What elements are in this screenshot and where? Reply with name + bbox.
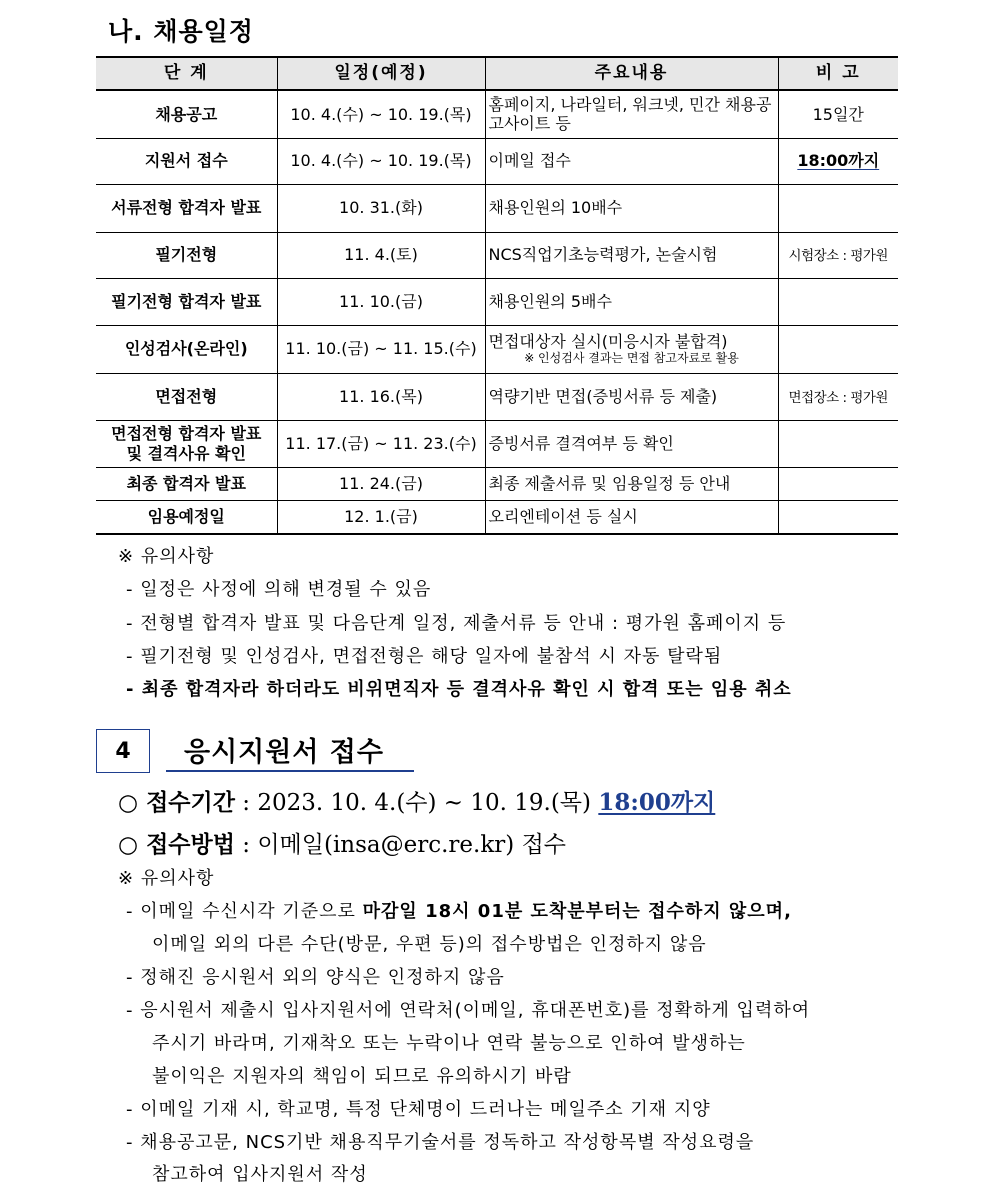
remark-cell: [778, 184, 898, 232]
remark-text: 면접장소 : 평가원: [788, 389, 888, 406]
table-header-row: [96, 57, 898, 90]
remark-cell: [778, 500, 898, 534]
table-row: [96, 373, 898, 420]
stage-cell: 필기전형: [96, 232, 277, 278]
date-cell: 11. 10.(금) ~ 11. 15.(수): [277, 325, 485, 373]
schedule-table: [96, 56, 898, 535]
content-cell: 증빙서류 결격여부 등 확인: [485, 420, 778, 467]
stage-cell: 서류전형 합격자 발표: [96, 184, 277, 232]
date-cell: 11. 17.(금) ~ 11. 23.(수): [277, 420, 485, 467]
content-cell: [485, 325, 778, 373]
header-stage: 단 계: [96, 57, 277, 90]
content-note: ※ 인성검사 결과는 면접 참고자료로 활용: [524, 351, 739, 366]
content-cell: 최종 제출서류 및 임용일정 등 안내: [485, 467, 778, 500]
date-cell: 11. 10.(금): [277, 278, 485, 325]
header-content: 주요내용: [485, 57, 778, 90]
stage-line-2: 및 결격사유 확인: [126, 443, 246, 463]
remark-cell: [778, 138, 898, 184]
note-item: - 필기전형 및 인성검사, 면접전형은 해당 일자에 불참석 시 자동 탈락됨: [126, 646, 723, 667]
table-row: [96, 278, 898, 325]
note-item: [126, 897, 792, 923]
stage-cell: [96, 420, 277, 467]
stage-cell: 면접전형: [96, 373, 277, 420]
content-main: 면접대상자 실시(미응시자 불합격): [488, 332, 728, 352]
header-remark: 비 고: [778, 57, 898, 90]
method-value: : 이메일(insa@erc.re.kr) 접수: [242, 832, 567, 858]
remark-cell: 15일간: [778, 90, 898, 138]
table-row: [96, 184, 898, 232]
remark-cell: [778, 325, 898, 373]
note-item: - 이메일 기재 시, 학교명, 특정 단체명이 드러나는 메일주소 기재 지양: [126, 1099, 711, 1120]
table-row: [96, 232, 898, 278]
header-date: 일정(예정): [277, 57, 485, 90]
stage-cell: 인성검사(온라인): [96, 325, 277, 373]
table-row: [96, 138, 898, 184]
content-cell: 채용인원의 10배수: [485, 184, 778, 232]
table-row: [96, 420, 898, 467]
note-item-continued: 주시기 바라며, 기재착오 또는 누락이나 연락 불능으로 인하여 발생하는: [152, 1033, 746, 1054]
note-text-bold: 마감일 18시 01분 도착분부터는 접수하지 않으며,: [362, 901, 792, 922]
period-deadline: 18:00까지: [598, 789, 716, 816]
content-cell: 역량기반 면접(증빙서류 등 제출): [485, 373, 778, 420]
note-item: - 채용공고문, NCS기반 채용직무기술서를 정독하고 작성항목별 작성요령을: [126, 1132, 755, 1153]
section-number-box: 4: [96, 729, 150, 773]
note-item: - 정해진 응시원서 외의 양식은 인정하지 않음: [126, 967, 505, 988]
stage-cell: 최종 합격자 발표: [96, 467, 277, 500]
date-cell: 11. 24.(금): [277, 467, 485, 500]
stage-cell: 지원서 접수: [96, 138, 277, 184]
period-value: : 2023. 10. 4.(수) ~ 10. 19.(목): [242, 790, 592, 816]
note-text: - 이메일 수신시각 기준으로: [126, 901, 363, 922]
notes-heading: ※ 유의사항: [118, 868, 215, 889]
notes-heading: ※ 유의사항: [118, 546, 215, 567]
remark-cell: [778, 373, 898, 420]
remark-text: 시험장소 : 평가원: [788, 248, 888, 265]
remark-cell: [778, 278, 898, 325]
date-cell: 10. 4.(수) ~ 10. 19.(목): [277, 138, 485, 184]
note-item: - 전형별 합격자 발표 및 다음단계 일정, 제출서류 등 안내 : 평가원 홈페이지 등: [126, 613, 787, 634]
note-item-continued: 참고하여 입사지원서 작성: [152, 1164, 368, 1185]
content-cell: 오리엔테이션 등 실시: [485, 500, 778, 534]
table-row: [96, 500, 898, 534]
date-cell: 10. 4.(수) ~ 10. 19.(목): [277, 90, 485, 138]
date-cell: 12. 1.(금): [277, 500, 485, 534]
table-row: [96, 467, 898, 500]
date-cell: 11. 4.(토): [277, 232, 485, 278]
stage-cell: 임용예정일: [96, 500, 277, 534]
date-cell: 11. 16.(목): [277, 373, 485, 420]
date-cell: 10. 31.(화): [277, 184, 485, 232]
method-label: ○ 접수방법: [118, 831, 235, 858]
table-row: [96, 325, 898, 373]
note-item: - 응시원서 제출시 입사지원서에 연락처(이메일, 휴대폰번호)를 정확하게 입력하여: [126, 1000, 811, 1021]
note-item-continued: 이메일 외의 다른 수단(방문, 우편 등)의 접수방법은 인정하지 않음: [152, 934, 707, 955]
table-row: [96, 90, 898, 138]
section-title: 응시지원서 접수: [166, 730, 414, 772]
note-item-emphasis: - 최종 합격자라 하더라도 비위면직자 등 결격사유 확인 시 합격 또는 임용 취소: [126, 679, 792, 700]
content-cell: 이메일 접수: [485, 138, 778, 184]
deadline-text: 18:00까지: [797, 151, 880, 171]
application-method: [118, 826, 566, 859]
stage-cell: 채용공고: [96, 90, 277, 138]
content-cell: 채용인원의 5배수: [485, 278, 778, 325]
remark-cell: [778, 420, 898, 467]
remark-cell: [778, 467, 898, 500]
section-heading-schedule: 나. 채용일정: [108, 17, 254, 46]
application-period: [118, 784, 715, 817]
stage-cell: 필기전형 합격자 발표: [96, 278, 277, 325]
period-label: ○ 접수기간: [118, 789, 235, 816]
remark-cell: [778, 232, 898, 278]
note-item: - 일정은 사정에 의해 변경될 수 있음: [126, 579, 432, 600]
note-item-continued: 불이익은 지원자의 책임이 되므로 유의하시기 바람: [152, 1066, 572, 1087]
content-cell: 홈페이지, 나라일터, 워크넷, 민간 채용공고사이트 등: [485, 90, 778, 138]
stage-line-1: 면접전형 합격자 발표: [111, 424, 262, 444]
content-cell: NCS직업기초능력평가, 논술시험: [485, 232, 778, 278]
